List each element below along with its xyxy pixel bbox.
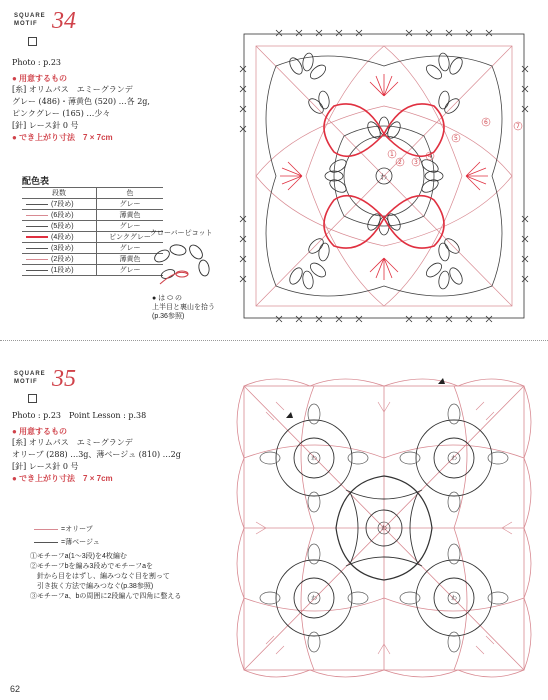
size-35: ● でき上がり寸法 7 × 7cm xyxy=(12,474,113,483)
svg-text:わ: わ xyxy=(451,455,458,462)
table-row: (7段め) グレー xyxy=(22,199,163,210)
checkbox-icon xyxy=(28,37,37,46)
steps-list xyxy=(30,552,181,602)
step-item: ③モチーフa、bの周囲に2段編んで四角に整える xyxy=(30,593,182,600)
note-line: ● は ⬭ の xyxy=(152,295,183,302)
colors-line1-34: グレー (486)・薄黄色 (520) …各 2g, xyxy=(12,97,150,106)
step-item: ②モチーフbを編み3段めでモチーフaを xyxy=(30,563,153,570)
table-header-row xyxy=(22,188,163,199)
materials-head-34: ● 用意するもの xyxy=(12,74,68,83)
table-row: (6段め) 薄黄色 xyxy=(22,210,163,221)
line-swatch xyxy=(26,248,48,249)
line-swatch xyxy=(26,259,48,260)
table-row: (1段め) グレー xyxy=(22,265,163,276)
line-swatch xyxy=(26,204,48,205)
table-header: 段数 xyxy=(22,188,97,199)
motif34-chart xyxy=(236,26,532,326)
svg-text:5: 5 xyxy=(454,135,458,142)
color-table xyxy=(22,187,163,276)
svg-text:1: 1 xyxy=(390,151,394,158)
checkbox-icon xyxy=(28,394,37,403)
line-swatch xyxy=(26,226,48,227)
colors-line2-34: ピンクグレー (165) …少々 xyxy=(12,109,111,118)
legend-item: =薄ベージュ xyxy=(34,536,100,549)
note-line: 上半目と裏山を拾う xyxy=(152,304,215,311)
svg-text:わ: わ xyxy=(311,595,318,602)
svg-text:わ: わ xyxy=(380,173,387,181)
section-divider xyxy=(0,340,548,341)
yarn-legend xyxy=(34,523,100,549)
yarn-34: [糸] オリムパス エミーグランデ xyxy=(12,85,133,94)
line-swatch xyxy=(26,270,48,271)
yarn-35: [糸] オリムパス エミーグランデ xyxy=(12,438,133,447)
clover-picot-diagram xyxy=(148,238,218,296)
note-line: (p.36参照) xyxy=(152,313,185,320)
line-swatch xyxy=(34,529,58,530)
svg-text:3: 3 xyxy=(414,159,418,166)
brand-label xyxy=(14,12,46,28)
motif-number-35: 35 xyxy=(52,366,76,392)
table-row: (5段め) グレー xyxy=(22,221,163,232)
size-34: ● でき上がり寸法 7 × 7cm xyxy=(12,133,113,142)
line-swatch xyxy=(34,542,58,543)
photo-ref-35: Photo : p.23 Point Lesson : p.38 xyxy=(12,411,147,420)
step-item: 針から目をはずし、編みつなぐ目を割って xyxy=(30,573,170,580)
needle-34: [針] レース針 0 号 xyxy=(12,121,79,130)
table-row: (4段め) ピンクグレー xyxy=(22,232,163,243)
step-item: 引き抜く方法で編みつなぐ(p.38参照) xyxy=(30,583,154,590)
brand-line-2: MOTIF xyxy=(14,21,38,27)
brand-line-2: MOTIF xyxy=(14,379,38,385)
svg-text:わ: わ xyxy=(381,525,388,532)
brand-line-1: SQUARE xyxy=(14,371,46,377)
svg-text:7: 7 xyxy=(516,123,520,130)
picot-label: クローバーピコット xyxy=(150,230,213,237)
svg-text:6: 6 xyxy=(484,119,488,126)
materials-head-35: ● 用意するもの xyxy=(12,427,68,436)
svg-text:わ: わ xyxy=(311,455,318,462)
svg-text:4: 4 xyxy=(428,153,432,160)
motif-number-34: 34 xyxy=(52,8,76,34)
line-swatch xyxy=(26,236,48,238)
step-item: ①モチーフa(1〜3段)を4枚編む xyxy=(30,553,127,560)
needle-35: [針] レース針 0 号 xyxy=(12,462,79,471)
brand-label xyxy=(14,370,46,386)
table-row: (2段め) 薄黄色 xyxy=(22,254,163,265)
legend-item: =オリーブ xyxy=(34,523,100,536)
line-swatch xyxy=(26,215,48,216)
table-header: 色 xyxy=(97,188,164,199)
photo-ref-34: Photo : p.23 xyxy=(12,58,62,67)
color-table-title: 配色表 xyxy=(22,176,50,186)
colors-line1-35: オリーブ (288) …3g、薄ベージュ (810) …2g xyxy=(12,450,181,459)
motif35-chart xyxy=(236,372,532,678)
svg-text:2: 2 xyxy=(398,159,402,166)
picot-note xyxy=(152,294,215,321)
table-row: (3段め) グレー xyxy=(22,243,163,254)
svg-text:わ: わ xyxy=(451,595,458,602)
page-number: 62 xyxy=(10,684,21,694)
brand-line-1: SQUARE xyxy=(14,13,46,19)
